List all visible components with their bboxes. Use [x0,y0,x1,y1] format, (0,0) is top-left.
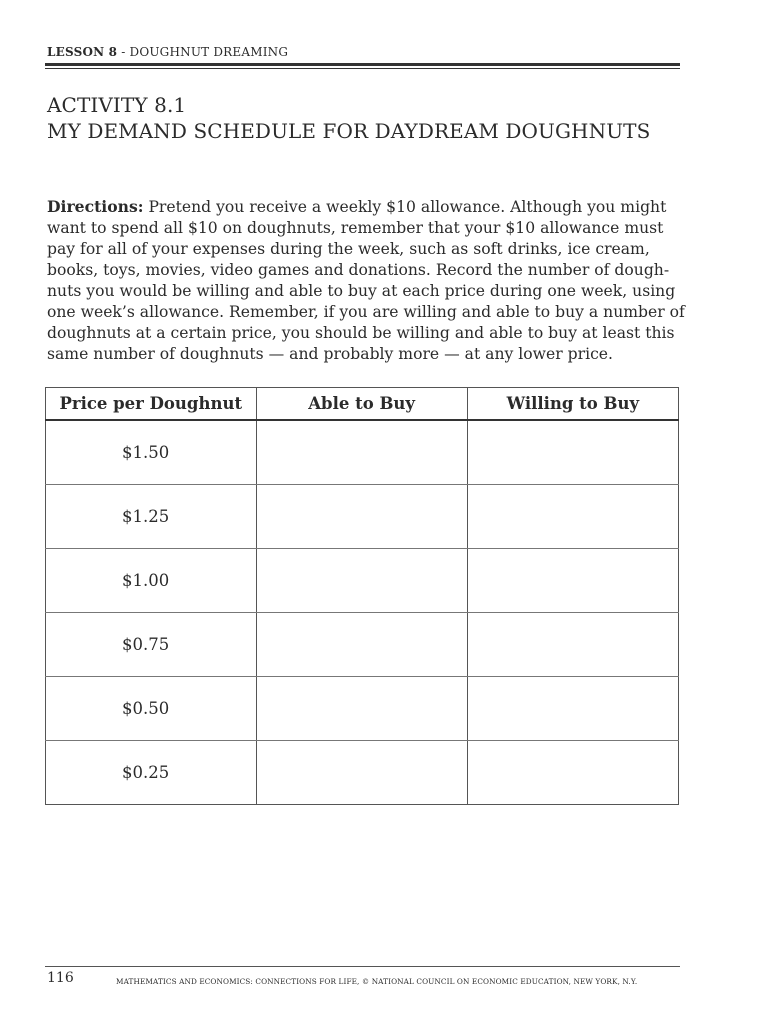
able-cell[interactable] [256,420,467,485]
header-rule-thin [45,68,680,69]
able-cell[interactable] [256,677,467,741]
directions-label: Directions: [47,197,144,216]
price-cell: $1.00 [46,549,257,613]
header-separator: - [117,45,130,59]
table-row [46,420,679,485]
activity-number: ACTIVITY 8.1 [47,93,187,117]
table-header-row [46,388,679,421]
able-cell[interactable] [256,741,467,805]
table-row [46,549,679,613]
willing-cell[interactable] [467,485,678,549]
willing-cell[interactable] [467,677,678,741]
price-cell: $0.75 [46,613,257,677]
table-row [46,741,679,805]
able-cell[interactable] [256,549,467,613]
table-row [46,677,679,741]
column-header-willing: Willing to Buy [467,388,678,421]
lesson-topic: DOUGHNUT DREAMING [129,45,289,59]
directions-paragraph [47,196,687,365]
willing-cell[interactable] [467,549,678,613]
page-number: 116 [47,970,74,986]
willing-cell[interactable] [467,613,678,677]
table-row [46,613,679,677]
directions-text: Pretend you receive a weekly $10 allowance. Although you might want to spend all $10 on doughnuts, remember that your $10 allowance must pay for all of your expenses during the week, such as soft drinks, ice cream, books, toys, movies, video games and donations. Record the number of dough-nuts you would be willing and able to buy at each price during one week, using one week’s allowance. Remember, if you are willing and able to buy a number of doughnuts at a certain price, you should be willing and able to buy at least this same number of doughnuts — and probably more — at any lower price. [47,198,685,363]
willing-cell[interactable] [467,420,678,485]
price-cell: $0.50 [46,677,257,741]
header-rule-thick [45,63,680,66]
able-cell[interactable] [256,485,467,549]
footer-rule [45,966,680,967]
footer-credit: MATHEMATICS AND ECONOMICS: CONNECTIONS FOR LIFE, © NATIONAL COUNCIL ON ECONOMIC EDUCATION, NEW YORK, N.Y. [116,977,638,986]
able-cell[interactable] [256,613,467,677]
lesson-number: LESSON 8 [47,45,118,59]
price-cell: $1.25 [46,485,257,549]
running-header [47,45,288,59]
demand-schedule-table [45,387,679,805]
column-header-price: Price per Doughnut [46,388,257,421]
activity-title [47,92,650,144]
activity-name: MY DEMAND SCHEDULE FOR DAYDREAM DOUGHNUTS [47,119,651,143]
willing-cell[interactable] [467,741,678,805]
price-cell: $1.50 [46,420,257,485]
column-header-able: Able to Buy [256,388,467,421]
price-cell: $0.25 [46,741,257,805]
table-row [46,485,679,549]
